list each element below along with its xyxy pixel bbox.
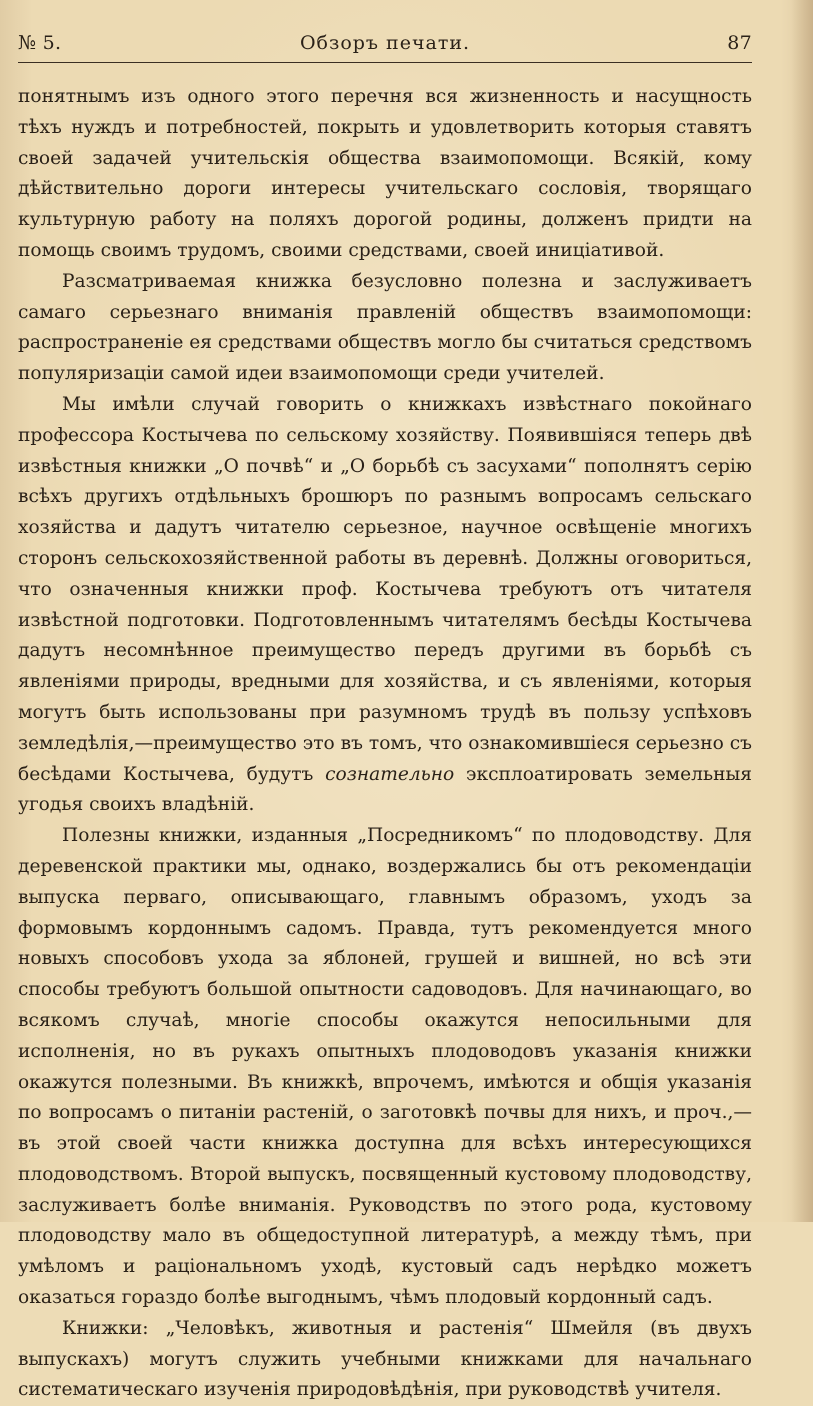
page-number: 87 xyxy=(727,32,752,54)
issue-number: № 5. xyxy=(18,32,62,54)
paragraph-4: Полезны книжки, изданныя „Посредникомъ“ по плодоводству. Для деревенской практики мы, однако, воздержались бы отъ рекомендаціи выпуска перваго, описывающаго, главнымъ образомъ, уходъ за формовымъ кордоннымъ садомъ. Правда, тутъ рекомендуется много новыхъ способовъ ухода за яблоней, грушей и вишней, но всѣ эти способы требуютъ большой опытности садоводовъ. Для начинающаго, во всякомъ случаѣ, многіе способы окажутся непосильными для исполненія, но въ рукахъ опытныхъ плодоводовъ указанія книжки окажутся полезными. Въ книжкѣ, впрочемъ, имѣются и общія указанія по вопросамъ о питаніи растеній, о заготовкѣ почвы для нихъ, и проч.,— въ этой своей части книжка доступна для всѣхъ интересующихся плодоводствомъ. Второй выпускъ, посвященный кустовому плодоводству, заслуживаетъ болѣе вниманія. Руководствъ по этого рода, кустовому плодоводству мало въ общедоступной литературѣ, а между тѣмъ, при умѣломъ и раціональномъ уходѣ, кустовый садъ нерѣдко можетъ оказаться гораздо болѣе выгоднымъ, чѣмъ плодовый кордонный садъ. xyxy=(18,825,752,1309)
emphasized-word: сознательно xyxy=(325,763,455,785)
main-text xyxy=(18,82,752,1406)
running-header xyxy=(18,30,752,60)
header-rule xyxy=(18,62,752,63)
paragraph-3 xyxy=(18,390,752,821)
section-title: Обзоръ печати. xyxy=(299,32,471,54)
paragraph-3-part-1: Мы имѣли случай говорить о книжкахъ извѣстнаго покойнаго профессора Костычева по сельскому хозяйству. Появившіяся теперь двѣ извѣстныя книжки „О почвѣ“ и „О борьбѣ съ засухами“ пополнятъ серію всѣхъ другихъ отдѣльныхъ брошюръ по разнымъ вопросамъ сельскаго хозяйства и дадутъ читателю серьезное, научное освѣщеніе многихъ сторонъ сельскохозяйственной работы въ деревнѣ. Должны оговориться, что означенныя книжки проф. Костычева требуютъ отъ читателя извѣстной подготовки. Подготовленнымъ читателямъ бесѣды Костычева дадутъ несомнѣнное преимущество передъ другими въ борьбѣ съ явленіями природы, вредными для хозяйства, и съ явленіями, которыя могутъ быть использованы при разумномъ трудѣ въ пользу успѣховъ земледѣлія,—преимущество это въ томъ, что ознакомившіеся серьезно съ бесѣдами Костычева, будутъ xyxy=(18,393,752,785)
paragraph-2: Разсматриваемая книжка безусловно полезна и заслуживаетъ самаго серьезнаго вниманія правленій обществъ взаимопомощи: распространеніе ея средствами обществъ могло бы считаться средствомъ популяризаціи самой идеи взаимопомощи среди учителей. xyxy=(18,270,752,385)
paragraph-3-part-2: эксплоатировать земельныя угодья своихъ владѣній. xyxy=(18,763,752,816)
page-edge-shadow xyxy=(791,0,813,1222)
paragraph-1: понятнымъ изъ одного этого перечня вся жизненность и насущность тѣхъ нуждъ и потребностей, покрыть и удовлетворить которыя ставятъ своей задачей учительскія общества взаимопомощи. Всякій, кому дѣйствительно дороги интересы учительскаго сословія, творящаго культурную работу на поляхъ дорогой родины, долженъ придти на помощь своимъ трудомъ, своими средствами, своей иниціативой. xyxy=(18,86,752,261)
paragraph-5: Книжки: „Человѣкъ, животныя и растенія“ Шмейля (въ двухъ выпускахъ) могутъ служить учебными книжками для начальнаго систематическаго изученія природовѣдѣнія, при руководствѣ учителя. xyxy=(18,1317,752,1401)
